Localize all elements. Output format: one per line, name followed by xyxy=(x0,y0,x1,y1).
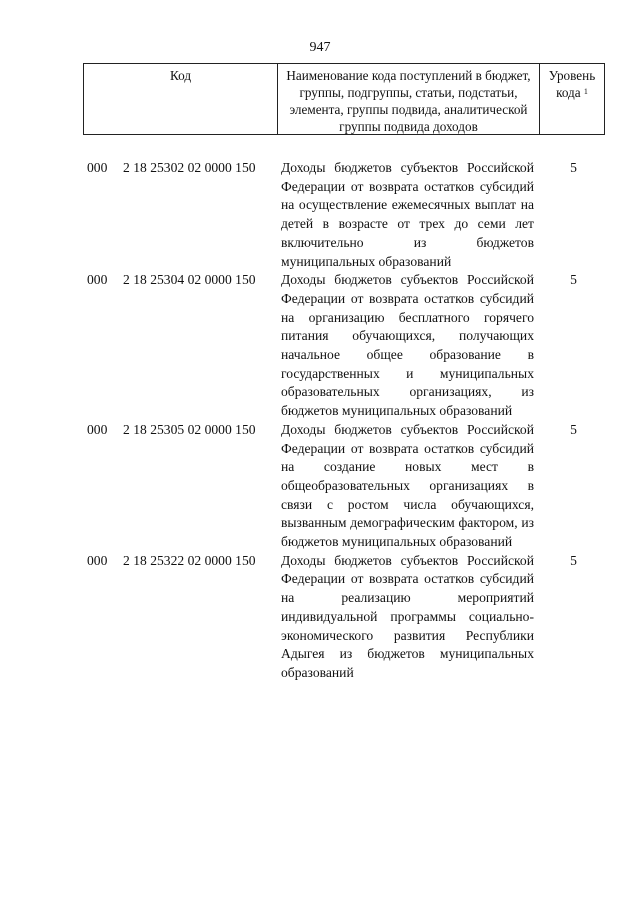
row-income-code: 2 18 25305 02 0000 150 xyxy=(123,421,256,437)
row-admin-code: 000 xyxy=(87,421,108,437)
header-code: Код xyxy=(84,64,278,134)
row-level: 5 xyxy=(570,160,577,175)
row-admin-code: 000 xyxy=(87,272,108,288)
page-number: 947 xyxy=(309,40,331,55)
row-income-code: 2 18 25304 02 0000 150 xyxy=(123,272,256,288)
row-name: Доходы бюджетов субъектов Российской Федерации от возврата остатков субсидий на создание новых мест в общеобразовательных организациях в связи с ростом числа обучающихся, вызванным демографическим фактором, из бюджетов муниципальных образований xyxy=(281,421,534,550)
table-row xyxy=(83,159,605,271)
row-income-code: 2 18 25302 02 0000 150 xyxy=(123,160,256,175)
row-level: 5 xyxy=(570,272,577,288)
table-row xyxy=(83,552,605,683)
row-name: Доходы бюджетов субъектов Российской Федерации от возврата остатков субсидий на реализацию мероприятий индивидуальной программы социально-экономического развития Республики Адыгея из бюджетов муниципальных образований xyxy=(281,552,534,680)
row-admin-code: 000 xyxy=(87,552,108,568)
row-income-code: 2 18 25322 02 0000 150 xyxy=(123,552,256,568)
table-header xyxy=(83,63,605,135)
header-level-label: Уровень кода xyxy=(548,68,596,100)
header-level-footnote: 1 xyxy=(583,87,588,96)
table-row xyxy=(83,421,605,552)
row-level: 5 xyxy=(570,552,577,568)
row-name: Доходы бюджетов субъектов Российской Федерации от возврата остатков субсидий на организацию бесплатного горячего питания обучающихся, получающих начальное общее образование в государственных и муниципальных образовательных организациях, из бюджетов муниципальных образований xyxy=(281,272,534,419)
row-name: Доходы бюджетов субъектов Российской Федерации от возврата остатков субсидий на осуществление ежемесячных выплат на детей в возрасте от трех до семи лет включительно из бюджетов муниципальных образований xyxy=(281,160,534,269)
table-row xyxy=(83,271,605,421)
row-admin-code: 000 xyxy=(87,160,108,175)
header-level xyxy=(540,64,604,134)
table-body xyxy=(83,159,605,683)
header-name: Наименование кода поступлений в бюджет, группы, подгруппы, статьи, подстатьи, элемента, группы подвида, аналитической группы подвида доходов xyxy=(278,64,540,134)
row-level: 5 xyxy=(570,421,577,437)
